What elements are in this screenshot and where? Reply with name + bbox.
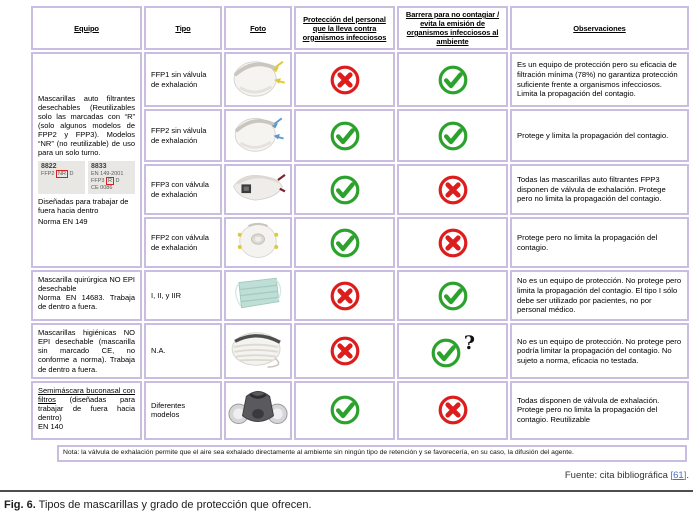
table-row — [31, 270, 689, 321]
caption-text: Tipos de mascarillas y grado de protección que ofrecen. — [35, 498, 312, 511]
equipo-description: Mascarilla quirúrgica NO EPI desechable — [38, 275, 135, 294]
figure-caption — [4, 499, 693, 511]
proteccion-status — [294, 109, 395, 162]
cross-icon — [329, 280, 361, 312]
header-foto: Foto — [224, 6, 292, 50]
equipo-description: Mascarillas auto filtrantes desechables (Reutilizables solo las marcadas con “R” (solo algunos modelos de FPP2 y FPP3). Modelos “NR” (no reutilizable) de uso para un solo turno. — [38, 93, 135, 158]
photo-ffp1-mask — [227, 55, 289, 99]
source-text: Fuente: cita bibliográfica — [564, 469, 671, 481]
observaciones-cell: Protege pero no limita la propagación del contagio. — [510, 217, 689, 268]
figure-panel — [0, 4, 693, 511]
observaciones-cell: Todas las mascarillas auto filtrantes FPP3 disponen de válvula de exhalación. Protege pero no limita la propagación del contagio. — [510, 164, 689, 215]
check-icon — [437, 64, 469, 96]
check-icon — [329, 394, 361, 426]
observaciones-cell: Protege y limita la propagación del contagio. — [510, 109, 689, 162]
cross-icon — [329, 335, 361, 367]
tipo-cell: FFP2 sin válvula de exhalación — [144, 109, 222, 162]
mask-marking-photo-ffp3r — [88, 161, 135, 194]
nr-highlight-box: NR — [57, 171, 66, 178]
photo-ffp2-mask-with-valve — [227, 220, 289, 260]
barrera-status — [397, 52, 508, 107]
foto-cell — [224, 323, 292, 379]
check-icon — [430, 337, 462, 369]
barrera-status — [397, 109, 508, 162]
photo-ffp2-mask — [227, 112, 289, 154]
equipo-norm: EN 140 — [38, 422, 64, 432]
foto-cell — [224, 109, 292, 162]
proteccion-status — [294, 323, 395, 379]
foto-cell — [224, 270, 292, 321]
foto-cell — [224, 381, 292, 440]
r-highlight-box: R — [107, 178, 112, 185]
tipo-cell: Diferentes modelos — [144, 381, 222, 440]
equipo-norm: Norma EN 14683. Trabaja de dentro a fuera. — [38, 293, 135, 312]
equipo-cell-quirurgica — [31, 270, 142, 321]
observaciones-cell: No es un equipo de protección. No protege pero limita la propagación del contagio. El tipo I sólo debe ser utilizado por pacientes, no por personal médico. — [510, 270, 689, 321]
mask-marking-photos — [38, 161, 135, 194]
equipo-cell-semimascara — [31, 381, 142, 440]
barrera-status — [397, 381, 508, 440]
photo-hygienic-mask — [227, 326, 289, 370]
photo-surgical-mask — [227, 273, 289, 313]
marking-ce: CE 0086 — [91, 185, 113, 192]
barrera-status — [397, 270, 508, 321]
citation-link[interactable]: [61] — [670, 469, 687, 481]
equipo-cell-autofiltrantes — [31, 52, 142, 268]
header-equipo: Equipo — [31, 6, 142, 50]
proteccion-status — [294, 52, 395, 107]
check-icon — [329, 227, 361, 259]
tipo-cell: FFP3 con válvula de exhalación — [144, 164, 222, 215]
header-proteccion: Protección del personal que la lleva contra organismos infecciosos — [294, 6, 395, 50]
observaciones-cell: No es un equipo de protección. No protege pero podría limitar la propagación del contagio. No sujeto a norma, eficacia no testada. — [510, 323, 689, 379]
marking-norm: EN 149-2001 — [91, 171, 124, 178]
caption-rule — [0, 490, 693, 492]
check-icon — [329, 174, 361, 206]
cross-icon — [437, 174, 469, 206]
equipo-cell-higienica — [31, 323, 142, 379]
mask-marking-photo-ffp2nr — [38, 161, 85, 194]
marking-class: FFP2 NR D — [41, 171, 74, 178]
proteccion-status — [294, 217, 395, 268]
marking-class: FFP3 R D — [91, 178, 120, 185]
photo-ffp3-mask-with-valve — [227, 167, 289, 207]
table-row — [31, 323, 689, 379]
observaciones-cell: Todas disponen de válvula de exhalación. Protege pero no limita la propagación del contagio. Reutilizable — [510, 381, 689, 440]
table-header-row — [31, 6, 689, 50]
tipo-cell: FFP2 con válvula de exhalación — [144, 217, 222, 268]
foto-cell — [224, 164, 292, 215]
barrera-status — [397, 217, 508, 268]
proteccion-status — [294, 270, 395, 321]
check-icon — [437, 280, 469, 312]
check-icon — [329, 120, 361, 152]
source-period: . — [686, 469, 689, 481]
foto-cell — [224, 52, 292, 107]
proteccion-status — [294, 381, 395, 440]
question-mark: ? — [463, 332, 476, 355]
cross-icon — [437, 394, 469, 426]
tipo-cell: FFP1 sin válvula de exhalación — [144, 52, 222, 107]
equipo-norm: Norma EN 149 — [38, 217, 88, 227]
barrera-status — [397, 164, 508, 215]
check-icon — [437, 120, 469, 152]
tipo-cell: I, II, y IIR — [144, 270, 222, 321]
source-line — [0, 470, 689, 481]
barrera-status — [397, 323, 508, 379]
equipo-description: Mascarillas higiénicas NO EPI desechable (mascarilla sin marcado CE, no conforme a norma). Trabaja de dentro a fuera. — [38, 328, 135, 374]
observaciones-cell: Es un equipo de protección pero su eficacia de filtración mínima (78%) no garantiza protección suficiente frente a organismos infecciosos. Limita la propagación del contagio. — [510, 52, 689, 107]
foto-cell — [224, 217, 292, 268]
marking-code: 8822 — [41, 162, 57, 170]
header-tipo: Tipo — [144, 6, 222, 50]
tipo-cell: N.A. — [144, 323, 222, 379]
header-observaciones: Observaciones — [510, 6, 689, 50]
table-note: Nota: la válvula de exhalación permite que el aire sea exhalado directamente al ambiente sin ningún tipo de retención y se favorecería, en su caso, la difusión del agente. — [57, 445, 687, 462]
cross-icon — [437, 227, 469, 259]
equipo-description: Semimáscara buconasal con filtros (diseñadas para trabajar de fuera hacia dentro) — [38, 385, 135, 423]
proteccion-status — [294, 164, 395, 215]
equipo-footnote: Diseñadas para trabajar de fuera hacia dentro — [38, 196, 129, 216]
masks-table — [29, 4, 691, 442]
header-barrera: Barrera para no contagiar / evita la emisión de organismos infecciosos al ambiente — [397, 6, 508, 50]
photo-half-face-respirator — [227, 384, 289, 432]
marking-code: 8833 — [91, 162, 107, 170]
table-row — [31, 381, 689, 440]
table-row — [31, 52, 689, 107]
cross-icon — [329, 64, 361, 96]
figure-number: Fig. 6. — [4, 498, 36, 511]
